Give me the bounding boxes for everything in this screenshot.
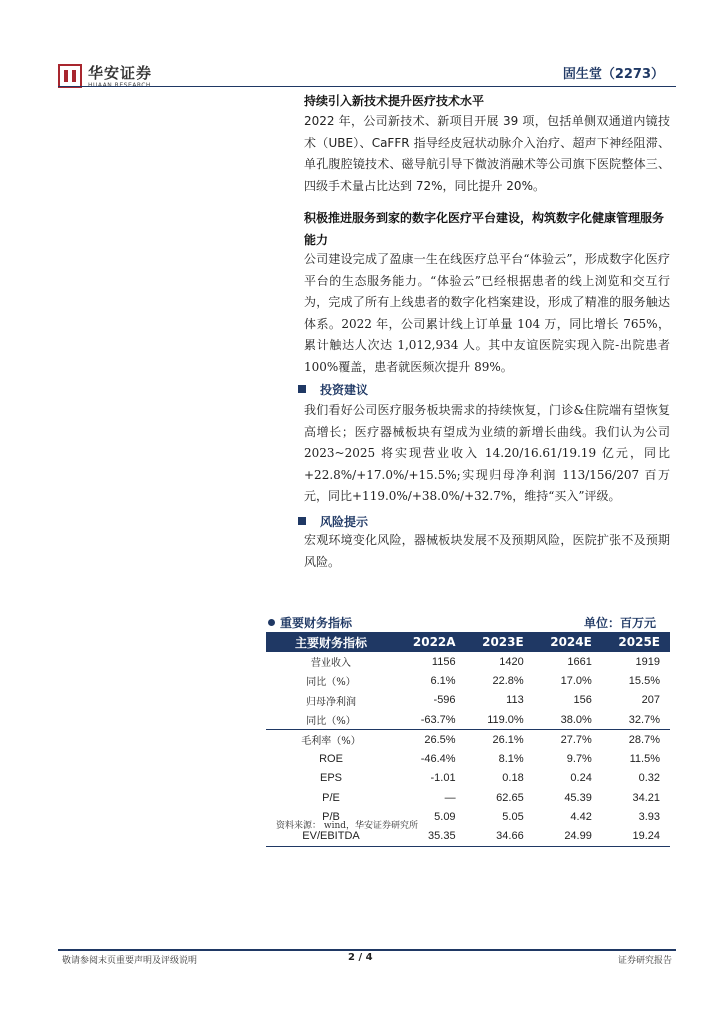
- table-cell: 1420: [499, 655, 524, 668]
- header-divider: [58, 86, 676, 87]
- bullet-dot-icon: [268, 619, 275, 626]
- table-row: [266, 652, 670, 671]
- table-cell: -46.4%: [420, 753, 456, 766]
- row-label: 同比（%）: [306, 716, 356, 728]
- table-cell: 1661: [567, 655, 592, 668]
- logo: [58, 62, 158, 96]
- table-cell: 3.93: [638, 811, 660, 824]
- row-label: 同比（%）: [306, 677, 356, 689]
- table-row: [266, 671, 670, 690]
- table-cell: -1.01: [430, 772, 456, 785]
- row-label: 毛利率（%）: [266, 730, 396, 750]
- risk-text: 宏观环境变化风险，器械板块发展不及预期风险，医院扩张不及预期风险。: [304, 533, 670, 569]
- table-cell: 119.0%: [487, 713, 524, 726]
- section-text-tech: 2022 年，公司新技术、新项目开展 39 项，包括单侧双通道内镜技术（UBE）、CaFFR 指导经皮冠状动脉介入治疗、超声下神经阻滞、单孔腹腔镜技术、磁导航引导下微波消融术等公司旗下医院整体三、四级手术量占比达到 72%，同比提升 20%。: [304, 114, 670, 193]
- column-header: 2022A: [396, 632, 466, 652]
- table-row: [266, 730, 670, 750]
- table-cell: 6.1%: [430, 674, 456, 687]
- footer-disclaimer: 敬请参阅末页重要声明及评级说明: [62, 956, 198, 966]
- table-cell: -596: [433, 694, 456, 707]
- row-label: EV/EBITDA: [266, 827, 396, 847]
- table-cell: 35.35: [396, 827, 466, 847]
- table-cell: 4.42: [570, 811, 592, 824]
- table-caption: [268, 614, 668, 632]
- bullet-square-icon: [298, 385, 306, 393]
- table-cell: 1156: [431, 655, 456, 668]
- row-label: 归母净利润: [306, 696, 356, 708]
- footer-report-type: 证券研究报告: [617, 956, 672, 966]
- table-cell: 156: [573, 694, 592, 707]
- logo-text-cn: 华安证券: [88, 64, 153, 82]
- table-cell: —: [444, 791, 456, 804]
- table-cell: 26.1%: [466, 730, 534, 750]
- table-cell: 207: [641, 694, 660, 707]
- table-cell: 8.1%: [498, 753, 524, 766]
- table-row: [266, 691, 670, 710]
- row-label: 营业收入: [311, 658, 351, 670]
- table-header-row: [266, 632, 670, 652]
- table-cell: 62.65: [496, 791, 524, 804]
- column-header: 主要财务指标: [266, 632, 396, 652]
- risk-heading: 风险提示: [298, 513, 368, 530]
- financial-table: [266, 632, 670, 847]
- table-cell: 1919: [635, 655, 660, 668]
- table-cell: 45.39: [564, 791, 592, 804]
- table-cell: 15.5%: [628, 674, 660, 687]
- table-cell: 17.0%: [560, 674, 592, 687]
- row-label: EPS: [319, 772, 342, 785]
- table-cell: 28.7%: [602, 730, 670, 750]
- table-cell: 34.21: [632, 791, 660, 804]
- page-number: 2 / 4: [348, 952, 373, 963]
- table-cell: 34.66: [466, 827, 534, 847]
- section-title-digital: 积极推进服务到家的数字化医疗平台建设，构筑数字化健康管理服务能力: [304, 211, 665, 247]
- table-cell: 5.09: [434, 811, 456, 824]
- table-cell: 5.05: [502, 811, 524, 824]
- table-cell: 22.8%: [492, 674, 524, 687]
- table-row: [266, 710, 670, 730]
- investment-text: 我们看好公司医疗服务板块需求的持续恢复，门诊&住院端有望恢复高增长；医疗器械板块有望成为业绩的新增长曲线。我们认为公司 2023~2025 将实现营业收入 14.20/16.61/19.19 亿元，同比+22.8%/+17.0%/+15.5%;实现归母净利润 113/156/207 百万元，同比+119.0%/+38.0%/+32.7%，维持“买入”评级。: [304, 403, 670, 503]
- table-cell: 26.5%: [396, 730, 466, 750]
- row-label: ROE: [319, 753, 343, 766]
- logo-mark-icon: [58, 64, 82, 88]
- investment-heading: 投资建议: [298, 381, 368, 398]
- section-text-digital: 公司建设完成了盈康一生在线医疗总平台“体验云”，形成数字化医疗平台的生态服务能力。“体验云”已经根据患者的线上浏览和交互行为，完成了所有上线患者的数字化档案建设，形成了精准的服务触达体系。2022 年，公司累计线上订单量 104 万，同比增长 765%，累计触达人次达 1,012,934 人。其中友谊医院实现入院-出院患者 100%覆盖，患者就医频次提升 89%。: [304, 252, 670, 374]
- bullet-square-icon: [298, 517, 306, 525]
- company-title: 固生堂（2273）: [562, 67, 664, 82]
- column-header: 2024E: [534, 632, 602, 652]
- table-cell: 11.5%: [629, 753, 660, 766]
- table-cell: -63.7%: [420, 713, 456, 726]
- table-cell: 24.99: [534, 827, 602, 847]
- table-cell: 113: [506, 694, 524, 707]
- table-cell: 0.32: [638, 772, 660, 785]
- column-header: 2023E: [466, 632, 534, 652]
- section-title-tech: 持续引入新技术提升医疗技术水平: [304, 94, 485, 108]
- table-row: [266, 769, 670, 788]
- row-label: P/E: [322, 791, 340, 804]
- footer-divider: [58, 949, 676, 951]
- table-cell: 19.24: [602, 827, 670, 847]
- row-label: P/B: [322, 811, 340, 824]
- table-cell: 38.0%: [560, 713, 592, 726]
- table-title: 重要财务指标: [280, 616, 353, 630]
- table-unit: 单位：百万元: [583, 616, 656, 630]
- table-cell: 32.7%: [628, 713, 660, 726]
- table-source: 资料来源： wind，华安证券研究所: [276, 821, 419, 831]
- table-cell: 27.7%: [534, 730, 602, 750]
- table-row: [266, 788, 670, 807]
- table-cell: 0.24: [570, 772, 592, 785]
- table-cell: 0.18: [502, 772, 524, 785]
- table-cell: 9.7%: [566, 753, 592, 766]
- table-row: [266, 749, 670, 768]
- column-header: 2025E: [602, 632, 670, 652]
- logo-text-en: HUAAN RESEARCH: [88, 82, 151, 89]
